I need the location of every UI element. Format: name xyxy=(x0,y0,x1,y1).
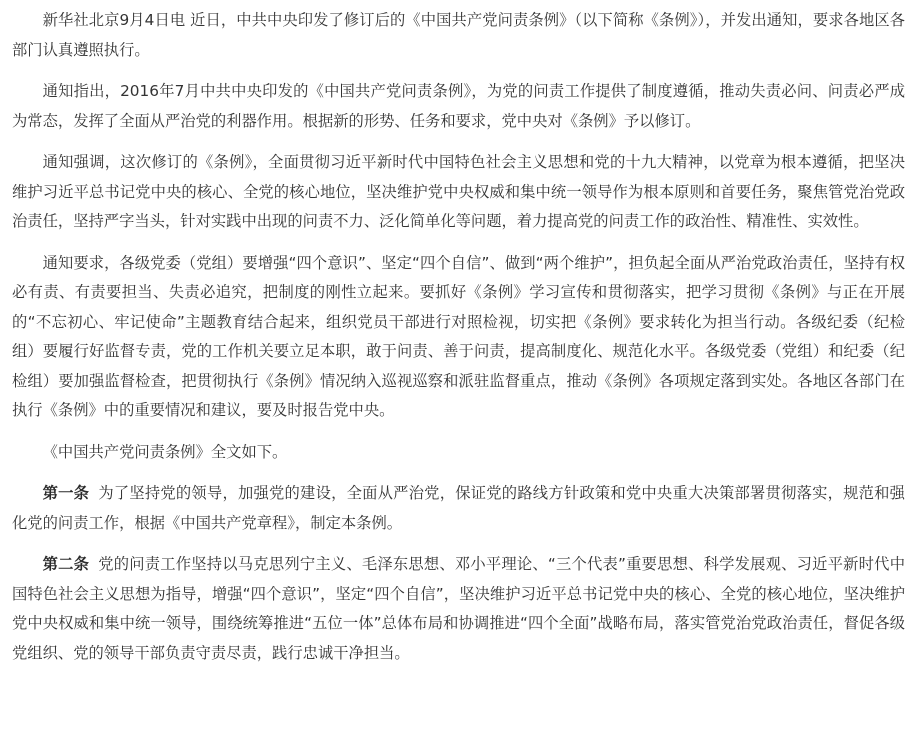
news-paragraph: 通知强调，这次修订的《条例》，全面贯彻习近平新时代中国特色社会主义思想和党的十九大精神，以党章为根本遵循，把坚决维护习近平总书记党中央的核心、全党的核心地位，坚决维护党中央权威和集中统一领导作为根本原则和首要任务，聚焦管党治党政治责任，坚持严字当头，针对实践中出现的问责不力、泛化简单化等问题，着力提高党的问责工作的政治性、精准性、实效性。 xyxy=(12,153,905,230)
article-label: 第一条 xyxy=(42,484,90,502)
news-paragraph: 新华社北京9月4日电 近日，中共中央印发了修订后的《中国共产党问责条例》（以下简称《条例》），并发出通知，要求各地区各部门认真遵照执行。 xyxy=(12,11,905,59)
news-paragraph: 通知要求，各级党委（党组）要增强“四个意识”、坚定“四个自信”、做到“两个维护”，担负起全面从严治党政治责任，坚持有权必有责、有责要担当、失责必追究，把制度的刚性立起来。要抓好《条例》学习宣传和贯彻落实，把学习贯彻《条例》与正在开展的“不忘初心、牢记使命”主题教育结合起来，组织党员干部进行对照检视，切实把《条例》要求转化为担当行动。各级纪委（纪检组）要履行好监督专责，党的工作机关要立足本职，敢于问责、善于问责，提高制度化、规范化水平。各级党委（党组）和纪委（纪检组）要加强监督检查，把贯彻执行《条例》情况纳入巡视巡察和派驻监督重点，推动《条例》各项规定落到实处。各地区各部门在执行《条例》中的重要情况和建议，要及时报告党中央。 xyxy=(12,253,905,419)
regulation-article-1 xyxy=(12,479,905,538)
full-text-intro: 《中国共产党问责条例》全文如下。 xyxy=(42,442,288,461)
article-text: 为了坚持党的领导，加强党的建设，全面从严治党，保证党的路线方针政策和党中央重大决策部署贯彻落实，规范和强化党的问责工作，根据《中国共产党章程》，制定本条例。 xyxy=(12,484,905,532)
news-paragraph: 通知指出，2016年7月中共中央印发的《中国共产党问责条例》，为党的问责工作提供了制度遵循，推动失责必问、问责必严成为常态，发挥了全面从严治党的利器作用。根据新的形势、任务和要求，党中央对《条例》予以修订。 xyxy=(12,82,905,130)
article-text: 党的问责工作坚持以马克思列宁主义、毛泽东思想、邓小平理论、“三个代表”重要思想、科学发展观、习近平新时代中国特色社会主义思想为指导，增强“四个意识”，坚定“四个自信”，坚决维护习近平总书记党中央的核心、全党的核心地位，坚决维护党中央权威和集中统一领导，围绕统筹推进“五位一体”总体布局和协调推进“四个全面”战略布局，落实管党治党政治责任，督促各级党组织、党的领导干部负责守责尽责，践行忠诚干净担当。 xyxy=(12,555,905,662)
regulation-article-2 xyxy=(12,550,905,668)
article-label: 第二条 xyxy=(42,555,90,573)
